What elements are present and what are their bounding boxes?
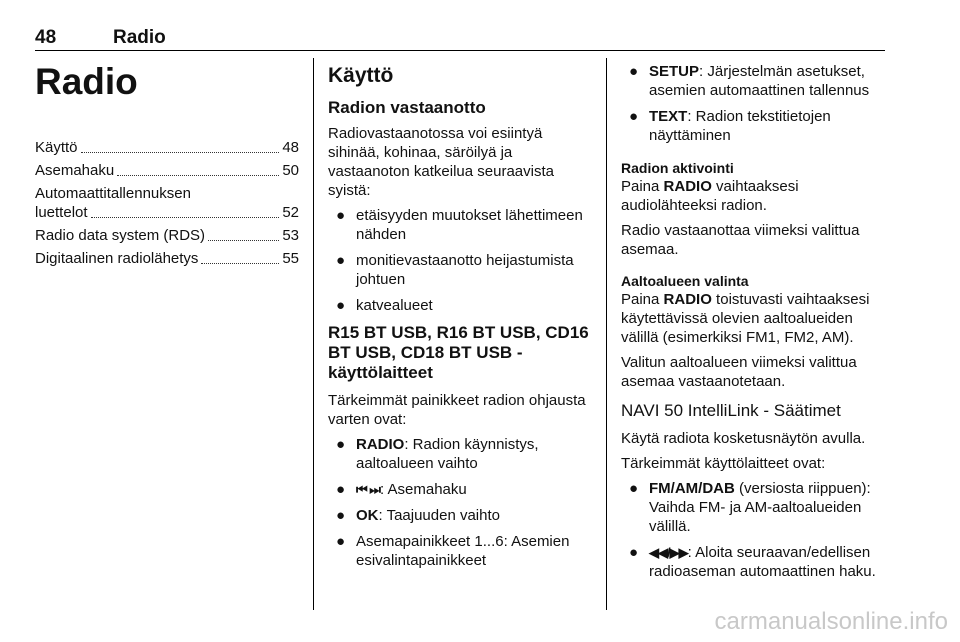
toc-entry-label-line1: Automaattitallennuksen bbox=[35, 185, 191, 202]
toc-entry-page: 53 bbox=[282, 227, 299, 244]
toc-entry-page: 50 bbox=[282, 162, 299, 179]
text-run: vaihtaaksesi audiolähteeksi radion. bbox=[621, 178, 799, 214]
bullet-icon: ● bbox=[629, 480, 639, 497]
controls-list-cont bbox=[621, 62, 887, 145]
devices-heading: R15 BT USB, R16 BT USB, CD16 BT USB, CD18 BT USB - käyttölaitteet bbox=[328, 323, 589, 382]
text-run: toistuvasti vaihtaaksesi käytettävissä olevien aaltoalueiden välillä (esimerkiksi FM1, FM2, AM). bbox=[621, 291, 870, 346]
bullet-icon: ● bbox=[336, 533, 346, 550]
table-of-contents bbox=[35, 138, 299, 268]
control-text: Asemapainikkeet 1...6: Asemien esivalintapainikkeet bbox=[356, 533, 570, 569]
reception-heading: Radion vastaanotto bbox=[328, 98, 486, 117]
column-divider-1 bbox=[313, 58, 314, 610]
chapter-title: Radio bbox=[35, 61, 138, 102]
activate-text-2: Radio vastaanottaa viimeksi valittua asemaa. bbox=[621, 222, 860, 258]
navi-controls-list bbox=[621, 479, 887, 581]
usage-heading: Käyttö bbox=[328, 64, 394, 87]
reasons-list bbox=[328, 206, 590, 315]
text-run: Paina bbox=[621, 291, 664, 308]
controls-column bbox=[621, 62, 887, 588]
seek-arrows-icon: ◀◀/▶▶ bbox=[649, 545, 688, 560]
column-divider-2 bbox=[606, 58, 607, 610]
list-item bbox=[328, 532, 590, 570]
toc-leader bbox=[91, 217, 280, 218]
page-header bbox=[35, 27, 885, 49]
radio-key: RADIO bbox=[663, 178, 712, 195]
control-key: OK bbox=[356, 507, 379, 524]
list-item bbox=[328, 251, 590, 289]
control-text: : Radion tekstitietojen näyttäminen bbox=[649, 108, 831, 144]
seek-icons: ⏮ ⏭ bbox=[356, 482, 381, 497]
list-item bbox=[621, 107, 887, 145]
watermark: carmanualsonline.info bbox=[714, 608, 948, 635]
control-text: : Radion käynnistys, aaltoalueen vaihto bbox=[356, 436, 539, 472]
page-number: 48 bbox=[35, 27, 57, 48]
list-item bbox=[621, 543, 887, 581]
control-key: SETUP bbox=[649, 63, 700, 80]
list-item bbox=[328, 435, 590, 473]
control-text: : Järjestelmän asetukset, asemien automaattinen tallennus bbox=[649, 63, 870, 99]
band-text bbox=[621, 290, 887, 347]
band-text-2: Valitun aaltoalueen viimeksi valittua asemaa vastaanotetaan. bbox=[621, 354, 857, 390]
activate-heading: Radion aktivointi bbox=[621, 160, 734, 176]
section-title: Radio bbox=[113, 27, 166, 48]
toc-entry-page: 52 bbox=[282, 204, 299, 221]
toc-leader bbox=[208, 240, 279, 241]
bullet-icon: ● bbox=[336, 207, 346, 224]
bullet-icon: ● bbox=[336, 436, 346, 453]
activate-text bbox=[621, 177, 887, 215]
toc-entry-kaytto[interactable] bbox=[35, 138, 299, 157]
toc-leader bbox=[117, 175, 279, 176]
list-item bbox=[328, 296, 590, 315]
list-item-text: katvealueet bbox=[356, 297, 433, 314]
list-item bbox=[328, 206, 590, 244]
bullet-icon: ● bbox=[629, 63, 639, 80]
navi-text-1: Käytä radiota kosketusnäytön avulla. bbox=[621, 430, 866, 447]
bullet-icon: ● bbox=[336, 297, 346, 314]
toc-column bbox=[35, 62, 299, 272]
toc-entry-label: Radio data system (RDS) bbox=[35, 227, 206, 244]
list-item-text: monitievastaanotto heijastumista johtuen bbox=[356, 252, 574, 288]
control-key: FM/AM/DAB bbox=[649, 480, 735, 497]
toc-leader bbox=[201, 263, 279, 264]
toc-entry-luettelot[interactable] bbox=[35, 184, 299, 222]
list-item bbox=[621, 62, 887, 100]
list-item bbox=[328, 506, 590, 525]
usage-column bbox=[328, 62, 590, 577]
control-text: (versiosta riippuen): Vaihda FM- ja AM-aaltoalueiden välillä. bbox=[649, 480, 871, 535]
toc-entry-label: Asemahaku bbox=[35, 162, 115, 179]
navi-heading: NAVI 50 IntelliLink - Säätimet bbox=[621, 401, 841, 420]
bullet-icon: ● bbox=[336, 507, 346, 524]
controls-intro: Tärkeimmät painikkeet radion ohjausta varten ovat: bbox=[328, 392, 586, 428]
bullet-icon: ● bbox=[336, 481, 346, 498]
toc-leader bbox=[81, 152, 280, 153]
band-heading: Aaltoalueen valinta bbox=[621, 273, 749, 289]
control-text: : Asemahaku bbox=[380, 481, 467, 498]
control-key: TEXT bbox=[649, 108, 688, 125]
control-text: : Aloita seuraavan/edellisen radioaseman automaattinen haku. bbox=[649, 544, 876, 580]
toc-entry-label: luettelot bbox=[35, 204, 88, 221]
text-run: Paina bbox=[621, 178, 664, 195]
control-key: RADIO bbox=[356, 436, 405, 453]
list-item bbox=[328, 480, 590, 499]
bullet-icon: ● bbox=[336, 252, 346, 269]
reception-text: Radiovastaanotossa voi esiintyä sihinää, kohinaa, säröilyä ja vastaanoton katkeilua seuraavista syistä: bbox=[328, 125, 554, 199]
toc-entry-page: 55 bbox=[282, 250, 299, 267]
navi-text-2: Tärkeimmät käyttölaitteet ovat: bbox=[621, 455, 826, 472]
bullet-icon: ● bbox=[629, 108, 639, 125]
toc-entry-page: 48 bbox=[282, 139, 299, 156]
radio-key: RADIO bbox=[663, 291, 712, 308]
toc-entry-rds[interactable] bbox=[35, 226, 299, 245]
toc-entry-label: Digitaalinen radiolähetys bbox=[35, 250, 199, 267]
header-rule bbox=[35, 50, 885, 51]
control-text: : Taajuuden vaihto bbox=[378, 507, 500, 524]
list-item bbox=[621, 479, 887, 536]
toc-entry-asemahaku[interactable] bbox=[35, 161, 299, 180]
bullet-icon: ● bbox=[629, 544, 639, 561]
list-item-text: etäisyyden muutokset lähettimeen nähden bbox=[356, 207, 583, 243]
controls-list bbox=[328, 435, 590, 570]
toc-entry-label: Käyttö bbox=[35, 139, 78, 156]
toc-entry-digital-radio[interactable] bbox=[35, 249, 299, 268]
